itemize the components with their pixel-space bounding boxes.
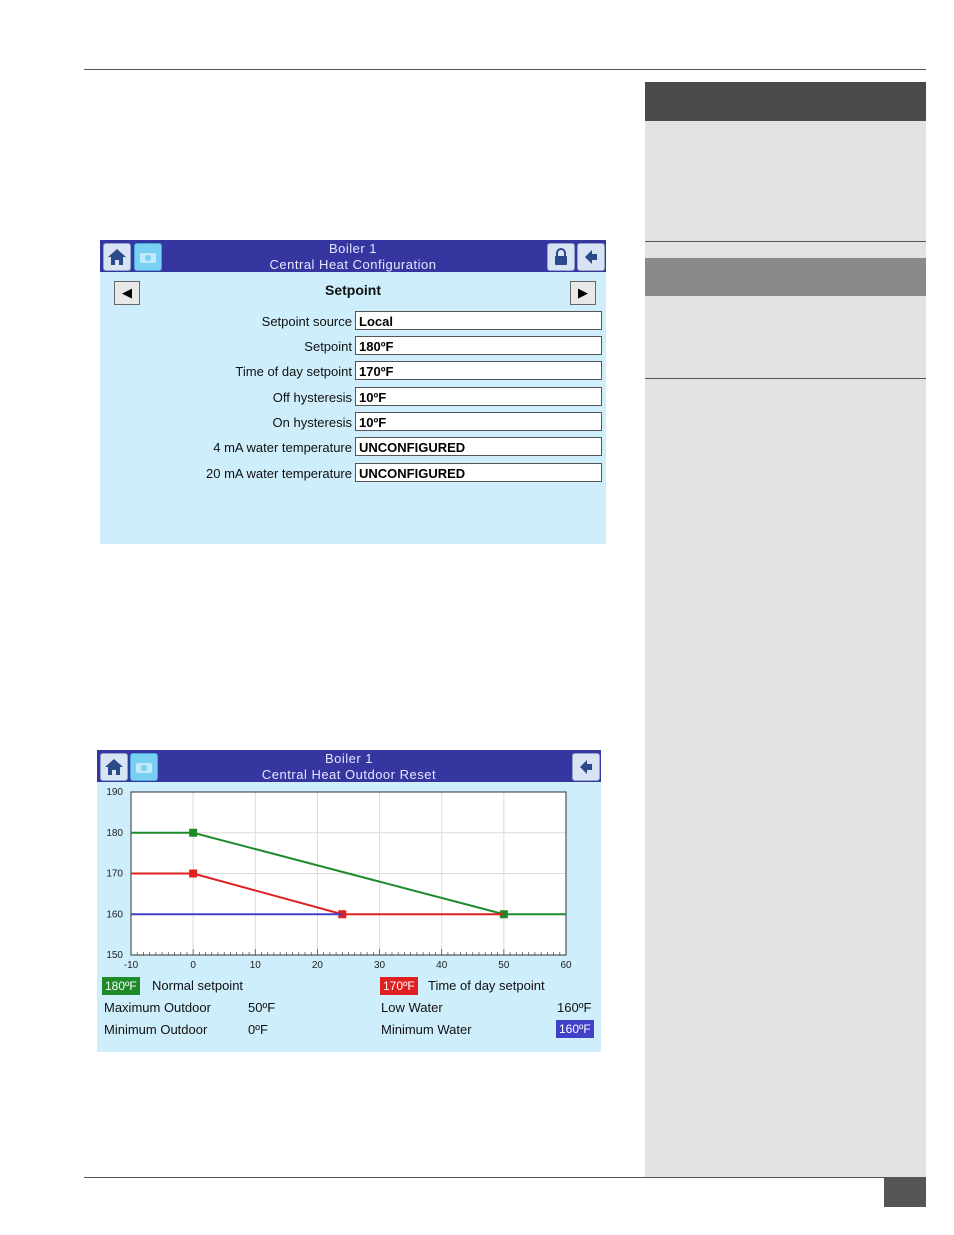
sidebar-header-mid (645, 258, 926, 296)
series-marker-1 (189, 870, 197, 878)
title-bar (97, 750, 601, 782)
tod-setpoint-label: Time of day setpoint (428, 978, 545, 993)
low-water-value[interactable]: 160ºF (557, 1000, 592, 1015)
tod-setpoint-value[interactable]: 170ºF (380, 977, 418, 995)
field-on-hysteresis[interactable]: 10ºF (355, 412, 602, 431)
config-screen (100, 240, 606, 544)
y-tick-label: 190 (106, 787, 123, 798)
normal-setpoint-value[interactable]: 180ºF (102, 977, 140, 995)
title-bar (100, 240, 606, 272)
field-label-off-hysteresis: Off hysteresis (272, 390, 352, 405)
field-label-20ma-water-temp: 20 mA water temperature (206, 466, 352, 481)
low-water-label: Low Water (381, 1000, 443, 1015)
field-setpoint-source[interactable]: Local (355, 311, 602, 330)
sidebar-panel (645, 82, 926, 1177)
x-tick-label: 60 (560, 960, 572, 971)
outdoor-reset-screen (97, 750, 601, 1052)
title-line-2: Central Heat Configuration (269, 257, 437, 272)
y-tick-label: 150 (106, 950, 123, 961)
min-water-label: Minimum Water (381, 1022, 472, 1037)
field-label-setpoint-source: Setpoint source (261, 314, 352, 329)
field-label-on-hysteresis: On hysteresis (272, 415, 352, 430)
bottom-rule (84, 1177, 926, 1178)
field-4ma-water-temp[interactable]: UNCONFIGURED (355, 437, 602, 456)
y-tick-label: 170 (106, 868, 123, 880)
back-button[interactable] (577, 243, 605, 271)
field-label-4ma-water-temp: 4 mA water temperature (213, 440, 352, 455)
x-tick-label: 10 (249, 960, 261, 971)
x-tick-label: 30 (374, 960, 386, 971)
field-off-hysteresis[interactable]: 10ºF (355, 387, 602, 406)
field-20ma-water-temp[interactable]: UNCONFIGURED (355, 463, 602, 482)
lock-icon (553, 248, 569, 266)
lock-button[interactable] (547, 243, 575, 271)
back-button[interactable] (572, 753, 600, 781)
y-tick-label: 180 (106, 827, 123, 839)
next-page-button[interactable]: ▶ (570, 281, 596, 305)
min-outdoor-value[interactable]: 0ºF (248, 1022, 268, 1037)
x-tick-label: -10 (123, 960, 139, 971)
x-tick-label: 0 (190, 960, 196, 971)
field-label-setpoint: Setpoint (304, 339, 352, 354)
y-tick-label: 160 (106, 909, 123, 921)
series-marker-0 (189, 829, 197, 837)
field-setpoint[interactable]: 180ºF (355, 336, 602, 355)
normal-setpoint-label: Normal setpoint (152, 978, 244, 993)
max-outdoor-label: Maximum Outdoor (104, 1000, 211, 1015)
outdoor-reset-chart (97, 782, 601, 1010)
sidebar-header-dark (645, 82, 926, 121)
top-rule (84, 69, 926, 70)
field-label-time-of-day-setpoint: Time of day setpoint (235, 364, 352, 379)
min-water-value[interactable]: 160ºF (556, 1020, 594, 1038)
prev-page-button[interactable]: ◀ (114, 281, 140, 305)
back-arrow-icon (582, 248, 600, 266)
page-number-tab (884, 1177, 926, 1207)
title-line-1: Boiler 1 (328, 241, 378, 256)
x-tick-label: 20 (311, 960, 323, 971)
x-tick-label: 40 (436, 960, 448, 971)
section-title: Setpoint (325, 282, 381, 298)
field-time-of-day-setpoint[interactable]: 170ºF (355, 361, 602, 380)
back-arrow-icon (577, 758, 595, 776)
max-outdoor-value[interactable]: 50ºF (248, 1000, 276, 1015)
sidebar-divider (645, 241, 926, 242)
min-outdoor-label: Minimum Outdoor (104, 1022, 208, 1037)
sidebar-divider (645, 378, 926, 379)
x-tick-label: 50 (498, 960, 510, 971)
title-line-2: Central Heat Outdoor Reset (261, 767, 437, 782)
title-line-1: Boiler 1 (324, 751, 374, 766)
